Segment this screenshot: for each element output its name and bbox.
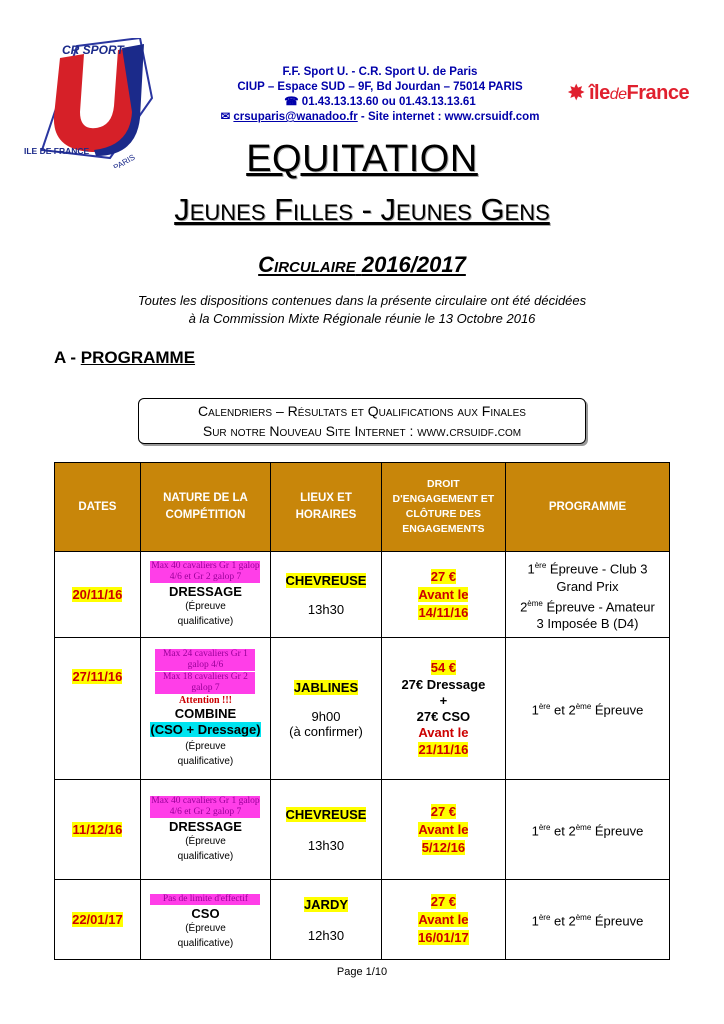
row-date: 20/11/16	[55, 552, 141, 638]
page-number: Page 1/10	[336, 966, 388, 978]
section-heading	[54, 348, 195, 368]
program-table	[54, 462, 670, 960]
row-droit: 27 € Avant le 14/11/16	[381, 552, 505, 638]
row-lieu: JABLINES 9h00 (à confirmer)	[271, 638, 382, 780]
star-icon: ✸	[567, 80, 586, 105]
row-programme: 1ère et 2ème Épreuve	[505, 638, 669, 780]
row-lieu: CHEVREUSE 13h30	[271, 780, 382, 880]
row-nature: Max 40 cavaliers Gr 1 galop 4/6 et Gr 2 galop 7 DRESSAGE (Épreuve qualificative)	[140, 780, 270, 880]
table-row	[55, 638, 670, 780]
table-row	[55, 552, 670, 638]
row-date: 11/12/16	[55, 780, 141, 880]
section-prefix: A -	[54, 348, 81, 367]
circulaire-word: Circulaire	[258, 252, 356, 277]
phone-numbers: 01.43.13.13.60 ou 01.43.13.13.61	[301, 96, 476, 108]
row-droit: 27 € Avant le 16/01/17	[381, 880, 505, 960]
logo-top-text: CR SPORT	[62, 43, 124, 57]
section-label: PROGRAMME	[80, 348, 196, 367]
intro-line1: Toutes les dispositions contenues dans la présente circulaire ont été décidées	[137, 293, 587, 308]
contact-header	[180, 65, 580, 125]
circulaire-year: 2016/2017	[361, 252, 466, 277]
row-lieu: JARDY 12h30	[271, 880, 382, 960]
page-subtitle: Jeunes Filles - Jeunes Gens	[174, 192, 550, 227]
logo-bottom-right: PARIS	[111, 152, 137, 168]
page-title: EQUITATION	[246, 138, 478, 180]
header-lieux: LIEUX ET HORAIRES	[271, 463, 382, 552]
idf-de: de	[609, 86, 627, 103]
header-contact-line	[180, 110, 580, 125]
row-programme: 1ère Épreuve - Club 3 Grand Prix 2ème Épreuve - Amateur 3 Imposée B (D4)	[505, 552, 669, 638]
calendar-box-line1: Calendriers – Résultats et Qualifications aux Finales	[198, 403, 526, 419]
calendar-box-line2: Sur notre Nouveau Site Internet : www.crsuidf.com	[202, 423, 522, 439]
header-dates: DATES	[55, 463, 141, 552]
header-line1: F.F. Sport U. - C.R. Sport U. de Paris	[282, 66, 478, 78]
logo-bottom-left: ILE DE FRANCE	[24, 146, 90, 156]
row-nature: Pas de limite d'effectif CSO (Épreuve qualificative)	[140, 880, 270, 960]
intro-text	[0, 292, 724, 328]
email-link[interactable]: crsuparis@wanadoo.fr	[233, 111, 358, 123]
row-droit: 54 € 27€ Dressage + 27€ CSO Avant le 21/11/16	[381, 638, 505, 780]
header-programme: PROGRAMME	[505, 463, 669, 552]
idf-ile: île	[589, 82, 610, 104]
table-header-row	[55, 463, 670, 552]
calendar-box	[138, 398, 586, 444]
row-date: 27/11/16	[55, 638, 141, 780]
header-phones	[180, 95, 580, 110]
iledefrance-logo	[567, 82, 697, 108]
row-droit: 27 € Avant le 5/12/16	[381, 780, 505, 880]
intro-line2: à la Commission Mixte Régionale réunie le 13 Octobre 2016	[188, 311, 536, 326]
mail-icon: ✉	[220, 111, 231, 123]
row-nature: Max 40 cavaliers Gr 1 galop 4/6 et Gr 2 galop 7 DRESSAGE (Épreuve qualificative)	[140, 552, 270, 638]
row-nature: Max 24 cavaliers Gr 1 galop 4/6 Max 18 cavaliers Gr 2 galop 7 Attention !!! COMBINE (CSO + Dressage) (Épreuve qualificative)	[140, 638, 270, 780]
header-line2: CIUP – Espace SUD – 9F, Bd Jourdan – 75014 PARIS	[237, 81, 523, 93]
row-lieu: CHEVREUSE 13h30	[271, 552, 382, 638]
circulaire-heading	[0, 252, 724, 278]
table-row	[55, 880, 670, 960]
header-droit: DROIT D'ENGAGEMENT ET CLÔTURE DES ENGAGEMENTS	[381, 463, 505, 552]
phone-icon: ☎	[284, 96, 299, 108]
row-programme: 1ère et 2ème Épreuve	[505, 780, 669, 880]
idf-france: France	[626, 82, 690, 104]
logo-letter: U	[23, 39, 24, 40]
header-nature: NATURE DE LA COMPÉTITION	[140, 463, 270, 552]
row-programme: 1ère et 2ème Épreuve	[505, 880, 669, 960]
table-row	[55, 780, 670, 880]
site-label: - Site internet : www.crsuidf.com	[357, 111, 540, 123]
row-date: 22/01/17	[55, 880, 141, 960]
